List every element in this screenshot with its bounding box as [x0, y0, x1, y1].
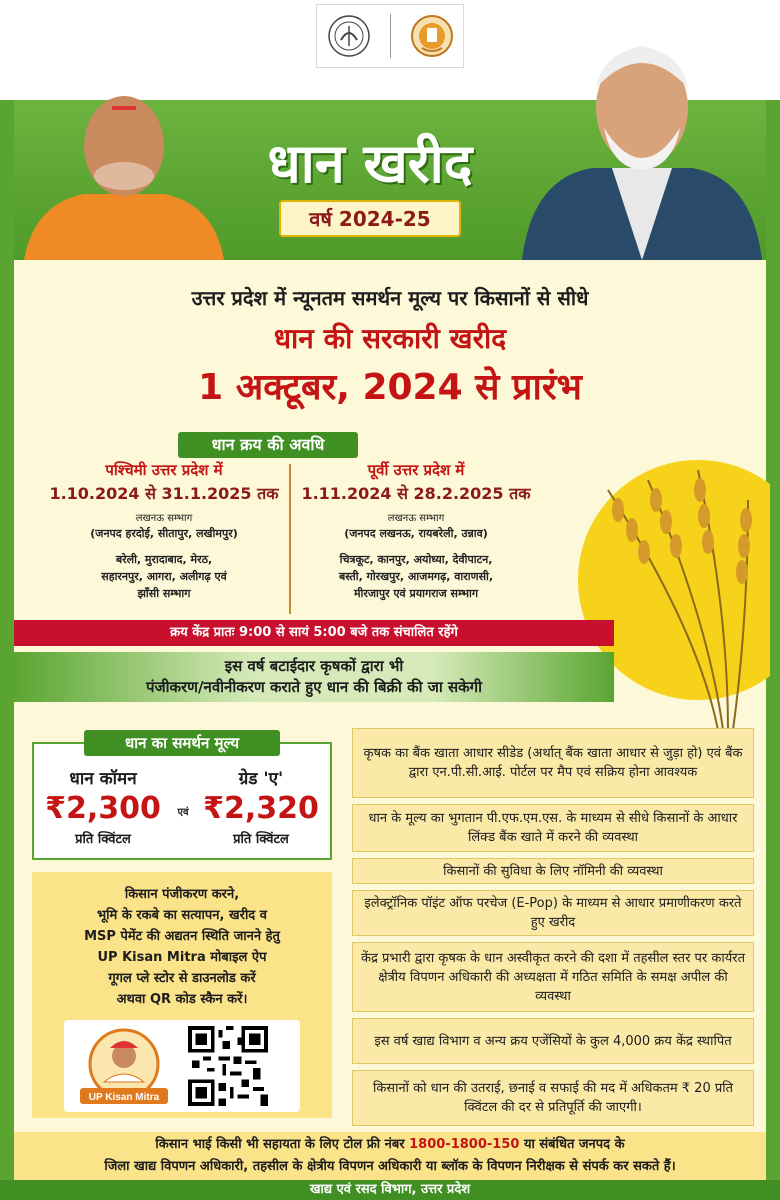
east-others — [292, 551, 540, 602]
app-line-6: अथवा QR कोड स्कैन करें। — [116, 992, 248, 1007]
period-label: धान क्रय की अवधि — [178, 432, 358, 458]
up-emblem-icon — [327, 14, 371, 58]
west-districts: (जनपद हरदोई, सीतापुर, लखीमपुर) — [90, 527, 238, 540]
left-border — [0, 100, 14, 1200]
east-region: पूर्वी उत्तर प्रदेश में — [367, 461, 465, 479]
west-dates: 1.10.2024 से 31.1.2025 तक — [49, 484, 279, 503]
year-badge: वर्ष 2024-25 — [279, 200, 460, 237]
announcement-line-2: धान की सरकारी खरीद — [273, 322, 507, 355]
msp-and: एवं — [177, 807, 189, 818]
msp-grade-a — [196, 766, 326, 847]
app-info-box — [32, 872, 332, 1118]
app-line-1: किसान पंजीकरण करने, — [124, 887, 240, 902]
west-others — [40, 551, 288, 602]
left-portrait-image — [24, 84, 224, 260]
app-panel — [64, 1020, 300, 1112]
west-others-2: सहारनपुर, आगरा, अलीगढ़ एवं — [101, 570, 227, 583]
msp-grade-label: ग्रेड 'ए' — [238, 769, 284, 789]
page-title: धान खरीद — [267, 131, 473, 195]
east-others-2: बस्ती, गोरखपुर, आजमगढ़, वाराणसी, — [338, 570, 494, 583]
msp-common-label: धान कॉमन — [69, 769, 137, 789]
sharecrop-line-2: पंजीकरण/नवीनीकरण कराते हुए धान की बिक्री की जा सकेगी — [145, 678, 482, 696]
logo-divider — [390, 14, 391, 58]
app-line-5: गूगल प्ले स्टोर से डाउनलोड करें — [108, 971, 256, 986]
msp-common-unit: प्रति क्विंटल — [75, 832, 131, 847]
timing-bar: क्रय केंद्र प्रातः 9:00 से सायं 5:00 बजे तक संचालित रहेंगे — [14, 620, 614, 646]
title-block — [210, 128, 530, 240]
app-text — [38, 884, 326, 1010]
west-others-1: बरेली, मुरादाबाद, मेरठ, — [115, 553, 213, 566]
info-item-1: कृषक का बैंक खाता आधार सीडेड (अर्थात् बैंक खाता आधार से जुड़ा हो) एवं बैंक द्वारा एन.पी.सी.आई. पोर्टल पर मैप एवं सक्रिय होना आवश्यक — [352, 728, 754, 798]
msp-grade-price: ₹2,320 — [203, 791, 319, 826]
west-region: पश्चिमी उत्तर प्रदेश में — [105, 461, 223, 479]
helpline-line-2: जिला खाद्य विपणन अधिकारी, तहसील के क्षेत्रीय विपणन अधिकारी या ब्लॉक के विपणन निरीक्षक से संपर्क कर सकते हैं। — [104, 1159, 676, 1174]
helpline-pre: किसान भाई किसी भी सहायता के लिए टोल फ्री नंबर — [155, 1137, 405, 1152]
info-item-6: इस वर्ष खाद्य विभाग व अन्य क्रय एजेंसियों के कुल 4,000 क्रय केंद्र स्थापित — [352, 1018, 754, 1064]
period-divider — [289, 464, 291, 614]
east-dates: 1.11.2024 से 28.2.2025 तक — [301, 484, 531, 503]
kisan-mitra-logo-text: UP Kisan Mitra — [88, 1092, 160, 1103]
sharecrop-line-1: इस वर्ष बटाईदार कृषकों द्वारा भी — [224, 657, 404, 675]
right-portrait-image — [522, 18, 762, 260]
app-line-2: भूमि के रकबे का सत्यापन, खरीद व — [97, 908, 267, 923]
qr-code-icon[interactable] — [188, 1026, 268, 1106]
kisan-mitra-logo — [72, 1026, 176, 1108]
east-districts: (जनपद लखनऊ, रायबरेली, उन्नाव) — [344, 527, 488, 540]
info-item-7: किसानों को धान की उतराई, छनाई व सफाई की मद में अधिकतम ₹ 20 प्रति क्विंटल की दर से प्रतिपूर्ति की जाएगी। — [352, 1070, 754, 1126]
announcement-line-3: 1 अक्टूबर, 2024 से प्रारंभ — [198, 367, 582, 408]
west-others-3: झाँसी सम्भाग — [137, 587, 191, 600]
app-line-3: MSP पेमेंट की अद्यतन स्थिति जानने हेतु — [84, 929, 280, 944]
msp-grade-unit: प्रति क्विंटल — [233, 832, 289, 847]
app-line-4: UP Kisan Mitra मोबाइल ऐप — [97, 950, 267, 965]
helpline-bar — [14, 1132, 766, 1180]
east-period — [292, 460, 540, 602]
sharecrop-note — [14, 652, 614, 702]
west-period — [40, 460, 288, 602]
info-item-4: इलेक्ट्रॉनिक पॉइंट ऑफ परचेज (E-Pop) के माध्यम से आधार प्रमाणीकरण करते हुए खरीद — [352, 890, 754, 936]
east-others-3: मीरजापुर एवं प्रयागराज सम्भाग — [353, 587, 479, 600]
dept-seal-icon — [410, 14, 454, 58]
logo-box — [316, 4, 464, 68]
info-item-3: किसानों की सुविधा के लिए नॉमिनी की व्यवस्था — [352, 858, 754, 884]
east-others-1: चित्रकूट, कानपुर, अयोध्या, देवीपाटन, — [339, 553, 493, 566]
west-division: लखनऊ सम्भाग — [135, 513, 193, 524]
helpline-number[interactable]: 1800-1800-150 — [409, 1137, 520, 1152]
announcement-line-1: उत्तर प्रदेश में न्यूनतम समर्थन मूल्य पर किसानों से सीधे — [191, 286, 589, 310]
helpline-post: या संबंधित जनपद के — [523, 1137, 625, 1152]
period-section — [40, 460, 540, 620]
department-footer: खाद्य एवं रसद विभाग, उत्तर प्रदेश — [0, 1180, 780, 1200]
info-item-5: केंद्र प्रभारी द्वारा कृषक के धान अस्वीकृत करने की दशा में तहसील स्तर पर कार्यरत क्षेत्रीय विपणन अधिकारी की अध्यक्षता में गठित समिति के समक्ष अपील की व्यवस्था — [352, 942, 754, 1012]
msp-common — [38, 766, 168, 847]
msp-box — [32, 734, 332, 860]
east-division: लखनऊ सम्भाग — [387, 513, 445, 524]
msp-common-price: ₹2,300 — [45, 791, 161, 826]
helpline-line-1 — [14, 1134, 766, 1156]
announcement — [14, 262, 766, 422]
msp-label: धान का समर्थन मूल्य — [84, 730, 280, 756]
info-item-2: धान के मूल्य का भुगतान पी.एफ.एम.एस. के माध्यम से सीधे किसानों के आधार लिंक्ड बैंक खाते में करने की व्यवस्था — [352, 804, 754, 852]
